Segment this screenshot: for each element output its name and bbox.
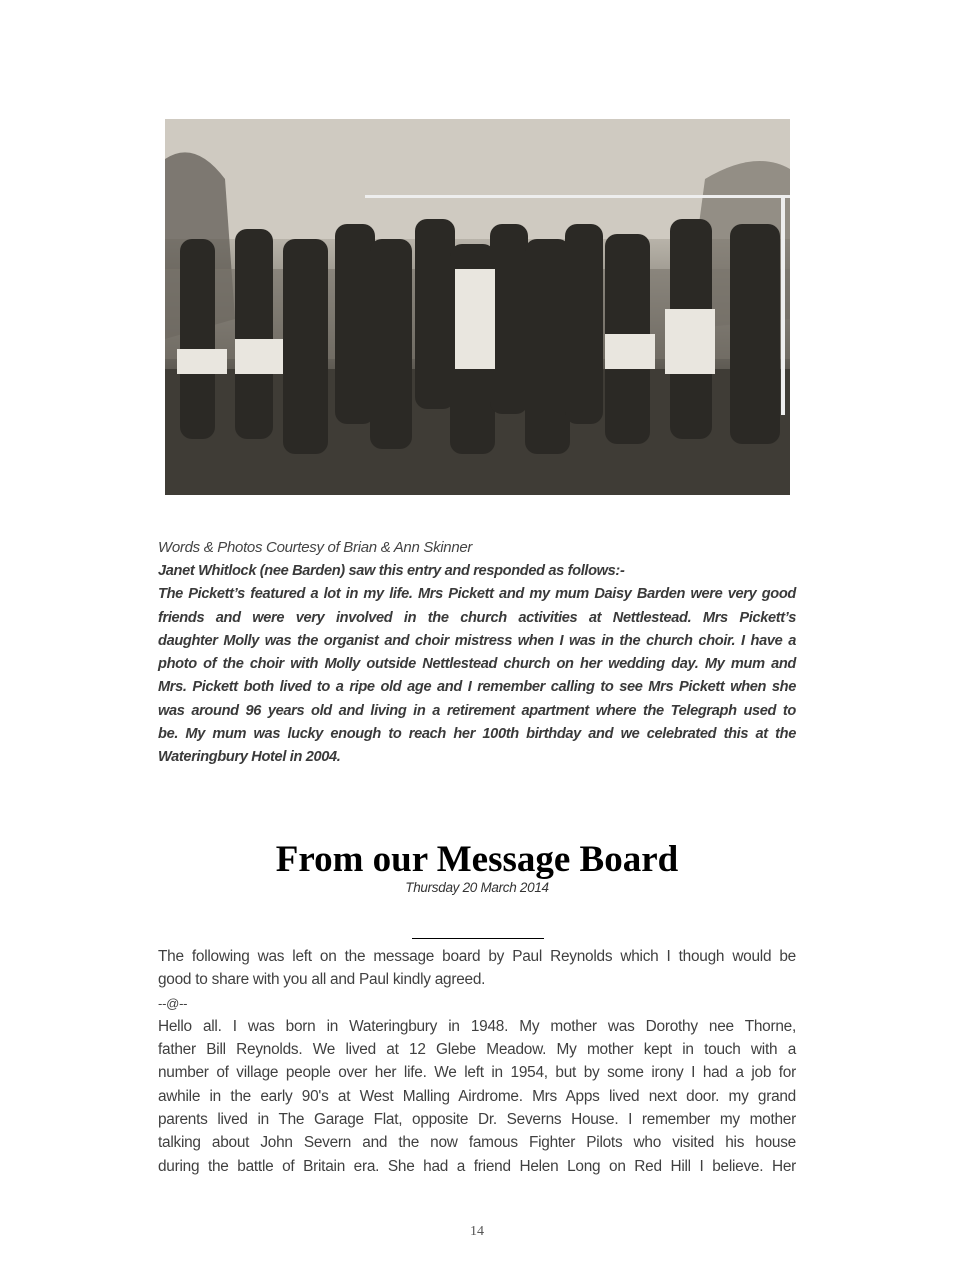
message-line: Hello all. I was born in Wateringbury in 1948. My mother was Dorothy nee Thorne,	[158, 1017, 796, 1035]
intro-line: The following was left on the message board by Paul Reynolds which I though would be	[158, 948, 796, 965]
message-line: awhile in the early 90's at West Malling Airdrome. Mrs Apps lived next door. my grand	[158, 1087, 796, 1105]
intro-line: good to share with you all and Paul kindly agreed.	[158, 971, 486, 989]
response-line: was around 96 years old and living in a retirement apartment where the Telegraph used to	[158, 702, 796, 719]
response-intro: Janet Whitlock (nee Barden) saw this entry and responded as follows:-	[158, 563, 625, 579]
response-line: friends and were very involved in the church activities at Nettlestead. Mrs Pickett’s	[158, 609, 796, 626]
response-line: daughter Molly was the organist and choir mistress when I was in the church choir. I have a	[158, 632, 796, 649]
response-line: photo of the choir with Molly outside Nettlestead church on her wedding day. My mum and	[158, 656, 796, 673]
football-team-photo	[165, 119, 790, 495]
message-body	[158, 945, 796, 1178]
response-paragraph	[158, 560, 796, 770]
message-line: father Bill Reynolds. We lived at 12 Glebe Meadow. My mother kept in touch with a	[158, 1041, 796, 1059]
response-line: Wateringbury Hotel in 2004.	[158, 749, 341, 766]
section-date: Thursday 20 March 2014	[405, 880, 549, 895]
credit-text: Words & Photos Courtesy of Brian & Ann Skinner	[158, 539, 473, 556]
message-line: talking about John Severn and the now famous Fighter Pilots who visited his house	[158, 1134, 796, 1152]
photo-credit	[158, 536, 796, 559]
separator: --@--	[158, 995, 188, 1011]
response-line: be. My mum was lucky enough to reach her 100th birthday and we celebrated this at the	[158, 726, 796, 743]
message-line: parents lived in The Garage Flat, opposite Dr. Severns House. I remember my mother	[158, 1111, 796, 1129]
response-line: Mrs. Pickett both lived to a ripe old age and I remember calling to see Mrs Pickett when she	[158, 679, 796, 696]
divider	[412, 938, 544, 939]
message-line: number of village people over her life. We left in 1954, but by some irony I had a job for	[158, 1064, 796, 1082]
photo-image-icon	[165, 119, 790, 495]
response-line: The Pickett’s featured a lot in my life. Mrs Pickett and my mum Daisy Barden were very good	[158, 586, 796, 603]
section-title: From our Message Board	[275, 839, 679, 880]
page-number: 14	[470, 1224, 484, 1239]
message-line: during the battle of Britain era. She had a friend Helen Long on Red Hill I believe. Her	[158, 1157, 796, 1175]
